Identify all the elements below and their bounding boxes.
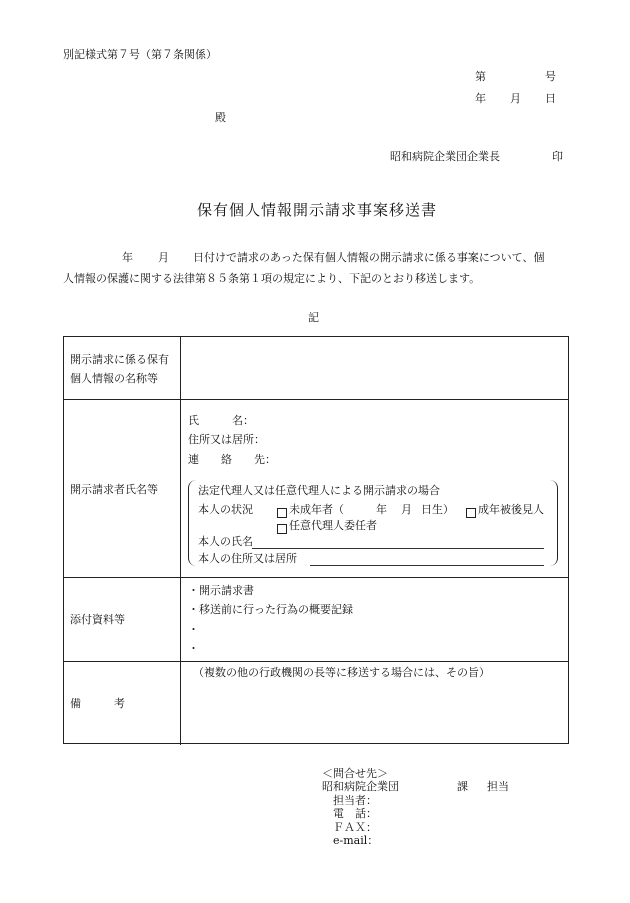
attachment-item: ・ bbox=[188, 623, 199, 636]
attachment-item: ・ bbox=[188, 642, 199, 655]
row-requester bbox=[64, 400, 568, 578]
principal-status-label: 本人の状況 bbox=[198, 503, 253, 516]
principal-address-label: 本人の住所又は居所 bbox=[198, 552, 297, 565]
row-label: 添付資料等 bbox=[70, 613, 125, 626]
body-date-tsuki: 月 bbox=[158, 251, 169, 264]
minor-label: 未成年者（ bbox=[289, 503, 344, 516]
requester-address-field: 住所又は居所： bbox=[188, 433, 265, 446]
addressee-suffix: 殿 bbox=[215, 111, 226, 124]
ki-heading: 記 bbox=[308, 311, 319, 324]
seal-mark: 印 bbox=[552, 150, 563, 163]
contact-fax: ＦＡＸ： bbox=[333, 821, 377, 834]
contact-org: 昭和病院企業団 bbox=[322, 780, 399, 793]
row-label: 開示請求者氏名等 bbox=[70, 483, 158, 496]
minor-hi: 日生） bbox=[421, 503, 454, 516]
contact-tanto: 担当 bbox=[487, 780, 509, 793]
label-cell bbox=[64, 400, 181, 577]
checkbox-minor[interactable] bbox=[277, 506, 288, 519]
requester-contact-field: 連 絡 先： bbox=[188, 453, 276, 466]
principal-name-line bbox=[252, 548, 544, 549]
date-tsuki: 月 bbox=[510, 92, 521, 105]
sender-name: 昭和病院企業団企業長 bbox=[390, 150, 500, 163]
principal-address-line bbox=[310, 565, 544, 566]
label-cell bbox=[64, 662, 181, 745]
number-go: 号 bbox=[545, 70, 556, 83]
label-cell bbox=[64, 337, 181, 399]
requester-name-field: 氏 名： bbox=[188, 414, 254, 427]
contact-email: e-mail： bbox=[333, 834, 379, 847]
row-label: 開示請求に係る保有個人情報の名称等 bbox=[70, 353, 169, 385]
contact-heading: ＜問合せ先＞ bbox=[322, 767, 388, 780]
agent-label: 任意代理人委任者 bbox=[289, 519, 377, 532]
remarks-note: （複数の他の行政機関の長等に移送する場合には、その旨） bbox=[193, 666, 490, 679]
contact-phone: 電 話： bbox=[333, 807, 377, 820]
checkbox-ward[interactable] bbox=[466, 506, 477, 519]
form-number: 別記様式第７号（第７条関係） bbox=[63, 48, 217, 61]
date-nen: 年 bbox=[475, 92, 486, 105]
body-text-line2: 人情報の保護に関する法律第８５条第１項の規定により、下記のとおり移送します。 bbox=[63, 272, 481, 285]
row-remarks bbox=[64, 662, 568, 745]
label-cell bbox=[64, 578, 181, 661]
row-label: 備 考 bbox=[70, 697, 125, 710]
attachment-item: ・開示請求書 bbox=[188, 584, 254, 597]
form-table bbox=[63, 336, 569, 744]
minor-tsuki: 月 bbox=[401, 503, 412, 516]
agent-box-heading: 法定代理人又は任意代理人による開示請求の場合 bbox=[198, 484, 440, 497]
row-personal-info-name bbox=[64, 337, 568, 400]
minor-nen: 年 bbox=[376, 503, 387, 516]
contact-person: 担当者： bbox=[333, 794, 377, 807]
principal-name-label: 本人の氏名 bbox=[198, 535, 253, 548]
number-dai: 第 bbox=[475, 70, 486, 83]
ward-label: 成年被後見人 bbox=[478, 503, 544, 516]
contact-ka: 課 bbox=[457, 780, 468, 793]
document-title: 保有個人情報開示請求事案移送書 bbox=[197, 201, 438, 219]
attachment-item: ・移送前に行った行為の概要記録 bbox=[188, 603, 353, 616]
row-attachments bbox=[64, 578, 568, 662]
body-date-nen: 年 bbox=[122, 251, 133, 264]
body-text-line1: 日付けで請求のあった保有個人情報の開示請求に係る事案について、個 bbox=[193, 251, 545, 264]
checkbox-agent[interactable] bbox=[277, 522, 288, 535]
date-hi: 日 bbox=[545, 92, 556, 105]
